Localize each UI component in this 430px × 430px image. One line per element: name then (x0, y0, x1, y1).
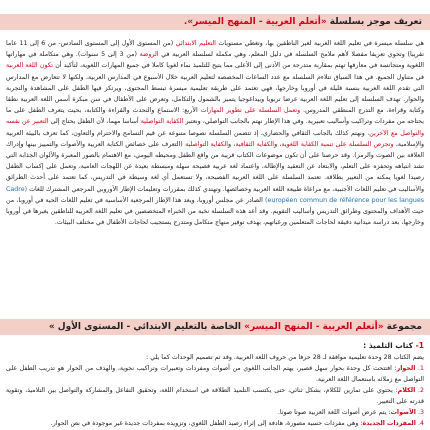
header-suffix-2: الخاصة بالتعليم الابتدائي - المستوى الأول » (48, 322, 245, 332)
series-name: «أتعلم العربية - المنهج الميسر». (183, 17, 327, 27)
body-text: (من المستوى الأول إلى المستوى السادس- من 6 إلى 11 عاما تقريبا) وتحوي تعريفا مفصلا لأهم ملامح السلسلة في دليل المعلم، وهي مكملة لسلسلة العربية في (6, 40, 424, 59)
highlighted-text: وتعمل السلسلة على تطوير المهارات (200, 107, 301, 115)
header-prefix: تعريف موجز بسلسلة (326, 17, 422, 27)
subsection-label: كتاب التلميذ : (363, 341, 414, 350)
list-item-number: 3. (415, 409, 424, 416)
header-prefix-2: مجموعة (383, 322, 422, 332)
body-text: الصادر عن مجلس أوروبا، ويعد هذا الإطار المرجعية الأساسية في تعليم اللغات الحية في أوروبا، من حيث الأهداف والمحتوى وطرائق التدريس وأساليب التقويم. وقد أعد هذه السلسلة نخبة من الخبراء المتخصصين في تعليم اللغة العربية للناطقين بغيرها في أوروبا وخارجها، بعد دراسة ميدانية دقيقة لحاجات المتعلمين ورغباتهم، بهدف توفير منهاج متكامل ومتدرج يستجيب لحاجات الأطفال في مختلف البيئات. (6, 196, 424, 227)
body-text: ، و (228, 140, 236, 148)
body-text: . ونهتم كذلك بالجانب الثقافي والحضاري، إذ تتضمن السلسلة نصوصا متنوعة عن قيم التسامح والاحترام والتعاون، كما تعرف بالبيئة العربية والإسلامية، (6, 129, 424, 148)
list-item-label: المفردات الجديدة (362, 420, 416, 427)
highlighted-text: الكفاية التواصلية (140, 118, 184, 126)
list-item-label: الكلام (397, 387, 416, 394)
subsection-number: 1- (413, 341, 424, 350)
list-item-text: : افتتحت كل وحدة بحوار سهل قصير، يهتم الجانب اللغوي من أصوات ومفردات وتعبيرات وتراكيب نحوية، والهدف من الحوار هو تدريب الطفل على التواصل مع زملائه باستعمال اللغة العربية. (6, 365, 424, 383)
list-item-text: : يحتوي على تمارين للكلام، بشكل ثنائي، حتى يكتسب التلميذ الطلاقة في استخدام اللغة، وتحقيق التفاعل والمشاركة والتواصل بين التلاميذ، وتقوية قدرته على التعبير. (6, 387, 424, 405)
list-item-label: الحوار (396, 365, 416, 372)
body-text: (من 3 إلى 5 سنوات). وهي متكاملة في مهاراتها اللغوية ومتجانسة في معارفها تهتم بمقاربة متدرجة من الأدنى إلى الأعلى مما يتيح للتلميذ نماء لغويا كاملا في جميع المهارات اللغوية، لتأكيد أن (6, 51, 424, 70)
highlighted-text: التعبير عن نفسه والتواصل مع الآخرين (6, 118, 424, 137)
highlighted-text: وتحرص السلسلة على تنمية (320, 140, 394, 148)
highlighted-text: تكون اللغة العربية (6, 62, 53, 70)
list-item-number: 4. (415, 420, 424, 427)
highlighted-text: (Cadre européen commun de référence pour les langues) (6, 185, 424, 204)
list-item-number: 1. (415, 365, 424, 372)
unit-components-list (6, 363, 424, 429)
section-header-intro (0, 14, 430, 30)
body-text: في متناول الجميع. في هذا السياق تتلاءم السلسلة مع عدد الساعات المخصصة لتعليم العربية خلال الأسبوع في المدارس العربية، ولكنها لا تتعارض مع المدارس التي تقدم اللغة العربية بنسبة قليلة في أوروبا وخارجها، فهي تعتمد على طريقة تعليمية ميسرة تبسط المحتوى، ويرتكز فيها الطفل على المشاهدة والتجربة والحوار. تهدف السلسلة إلى تعليم اللغة العربية عرضا تربويا وبيداغوجيا يتميز بالشمول والتكامل، وتعرض على الأطفال في سن مبكرة أسس اللغة العربية نطقا وكتابة وقراءة، مع التدرج المنطقي المدروس. (6, 73, 424, 115)
list-item (6, 418, 424, 429)
subsection-intro: يضم الكتاب 28 وحدة تعليمية موافقة لـ 28 حرفا من حروف اللغة العربية. وقد تم تصميم الوحدات كما يلي : (146, 354, 424, 361)
student-book-section (6, 340, 424, 430)
intro-paragraph (6, 38, 424, 312)
body-text: أساسا مهما، لأن الطفل يحتاج إلى (48, 118, 141, 126)
list-item-label: الأصوات (390, 409, 416, 416)
list-item-text: : وهي مفردات حسية مصورة، هادفة إلى إثراء رصيد الطفل اللغوي، وتزويده بمفردات جديدة غير موجودة في نص الحوار. (50, 420, 363, 427)
highlighted-text: الكفاية الثقافية (235, 140, 275, 148)
highlighted-text: الروضة (139, 51, 159, 59)
body-text: (التعرف على خصائص الكتابة العربية والأصوات والتمييز بينها وإدراك العلاقة بين الصوت والرمز). وقد حرصنا على أن تكون موضوعات الكتاب قريبة من واقع الطفل ومحيطه اليومي، مع الاهتمام بالصور المعبرة والألوان الجذابة التي تشد انتباهه وتحفزه على التعلم، والابتعاد عن التعقيد والإطالة، واعتماد لغة عربية فصيحة سهلة ومبسطة بعيدة عن اللهجات العامية، وتعمل على إكساب الطفل رصيدا لغويا يمكنه من التعبير بطلاقة. تعتمد السلسلة على اللغة العربية الفصيحة، ولا تستعمل أي لغة وسيطة في التدريس، كما تعتمد على أحدث الطرائق والأساليب في تعليم اللغات الأجنبية، مع مراعاة طبيعة اللغة العربية وخصائصها. وتهتدي كذلك بمقررات وتعليمات الإطار الأوروبي المرجعي المشترك للغات (6, 140, 424, 193)
list-item (6, 363, 424, 385)
series-name-2: «أتعلم العربية - المنهج الميسر» (244, 322, 384, 332)
highlighted-text: التعليم الابتدائي (175, 40, 216, 47)
body-text: الأربع: الاستماع والتحدث والقراءة والكتابة، بحيث يتعرف الطفل على ما يحتاجه من مفردات وتراكيب وأساليب تعبيرية. وفي هذا الإطار نهتم بالجانب التواصلي، ونعتبر (6, 107, 424, 126)
highlighted-text: الكفاية اللغوية (281, 140, 319, 148)
section-header-level1 (0, 319, 430, 335)
list-item (6, 385, 424, 407)
list-item-number: 2. (415, 387, 424, 394)
body-text: هي سلسلة ميسرة في تعليم اللغة العربية لغير الناطقين بها، وتغطي مستويات (215, 40, 424, 47)
list-item (6, 407, 424, 418)
highlighted-text: الكفاية التواصلية (185, 140, 229, 148)
list-item-text: : يتم عرض أصوات اللغة العربية صوتا صوتا. (277, 409, 391, 416)
subsection-title (6, 340, 424, 352)
body-text: ، و (274, 140, 282, 148)
